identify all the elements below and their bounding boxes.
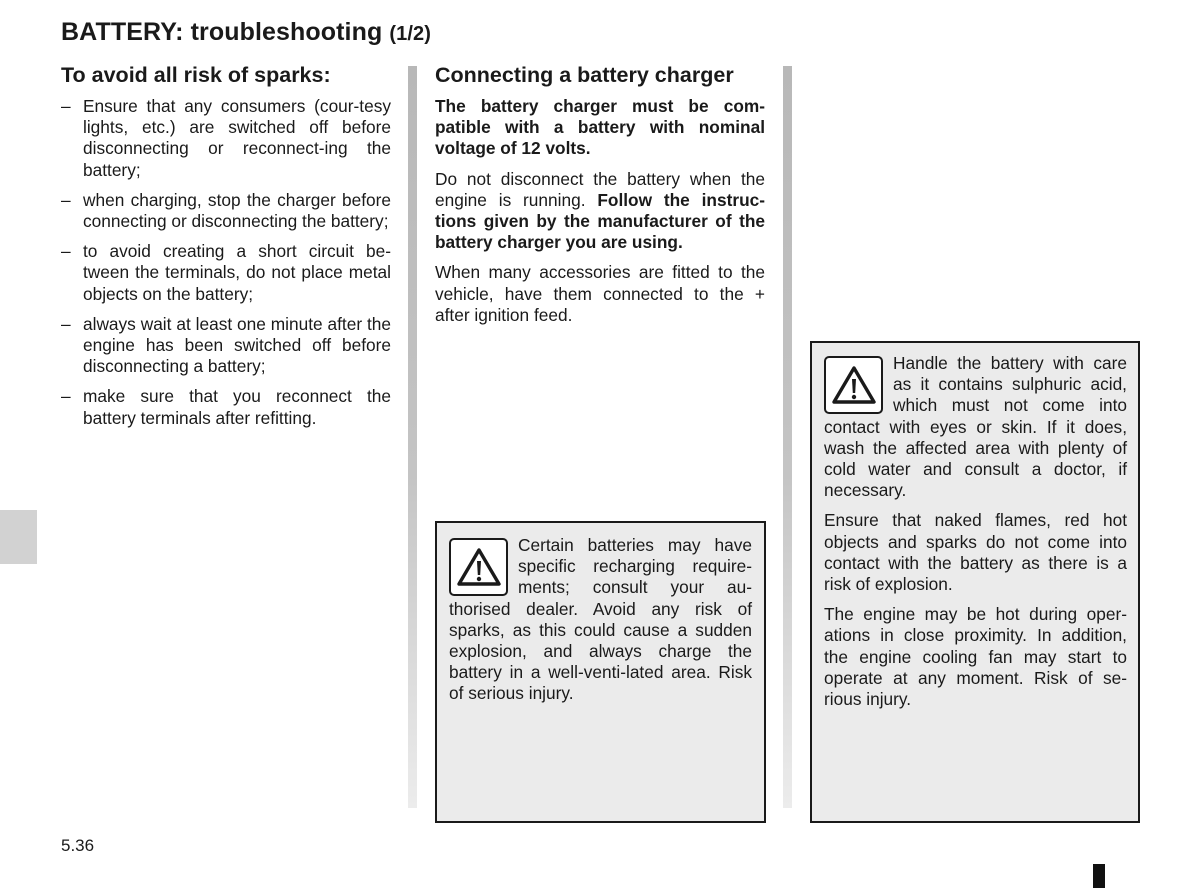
charger-paragraph-3: When many accessories are fitted to the vehicle, have them connected to the + after ignition feed. — [435, 262, 765, 325]
column-divider-left — [408, 66, 417, 808]
page-number: 5.36 — [61, 836, 95, 855]
page-title — [61, 18, 431, 47]
acid-warning-text-1: Handle the battery with care as it contains sulphuric acid, which must not come into contact with eyes or skin. If it does, wash the affected area with plenty of cold water and consult a doctor, if necessary. — [824, 353, 1127, 501]
charger-paragraph-2 — [435, 169, 765, 254]
charger-p2-plain: Do not disconnect the battery when the engine is running. — [435, 168, 765, 210]
column-divider-right — [783, 66, 792, 808]
list-item-text: make sure that you reconnect the battery terminals after refitting. — [83, 386, 391, 428]
charging-warning-box — [435, 521, 766, 823]
charger-intro — [435, 96, 765, 160]
list-item — [61, 241, 391, 305]
list-item — [61, 314, 391, 378]
list-item — [61, 190, 391, 232]
list-item-text: when charging, stop the charger before connecting or disconnecting the battery; — [83, 189, 391, 232]
charger-p2-bold: Follow the instruc-tions given by the manufacturer of the battery charger you are using. — [435, 189, 765, 253]
page-title-text: BATTERY: troubleshooting — [61, 18, 383, 46]
list-dash: – — [61, 96, 71, 116]
list-item-text: to avoid creating a short circuit be-tween the terminals, do not place metal objects on the battery; — [83, 241, 391, 304]
acid-warning-box — [810, 341, 1140, 823]
acid-warning-text-3: The engine may be hot during oper-ations in close proximity. In addition, the engine cooling fan may start to operate at any moment. Risk of se-rious injury. — [824, 604, 1127, 710]
charger-heading: Connecting a battery charger — [435, 63, 734, 87]
charger-section — [435, 96, 765, 335]
page-corner-mark — [1093, 864, 1105, 888]
page-part-indicator: (1/2) — [389, 23, 432, 45]
section-thumb-tab — [0, 510, 37, 564]
list-item — [61, 96, 391, 181]
sparks-list — [61, 96, 391, 438]
warning-triangle-icon — [824, 356, 883, 414]
list-item-text: Ensure that any consumers (cour-tesy lights, etc.) are switched off before disconnecting or reconnect-ing the battery; — [83, 96, 391, 180]
warning-triangle-icon — [449, 538, 508, 596]
charger-intro-bold: The battery charger must be com-patible with a battery with nominal voltage of 12 volts. — [435, 96, 765, 159]
sparks-heading: To avoid all risk of sparks: — [61, 63, 331, 87]
list-dash: – — [61, 386, 71, 407]
charging-warning-text: Certain batteries may have specific recharging require-ments; consult your au-thorised dealer. Avoid any risk of sparks, as this could cause a sudden explosion, and always charge the battery in a well-venti-lated area. Risk of serious injury. — [449, 535, 752, 704]
list-dash: – — [61, 313, 71, 334]
list-item — [61, 386, 391, 428]
list-dash: – — [61, 189, 71, 210]
list-item-text: always wait at least one minute after the engine has been switched off before disconnecting a battery; — [83, 313, 391, 377]
acid-warning-text-2: Ensure that naked flames, red hot objects and sparks do not come into contact with the battery as there is a risk of explosion. — [824, 510, 1127, 595]
list-dash: – — [61, 241, 71, 262]
